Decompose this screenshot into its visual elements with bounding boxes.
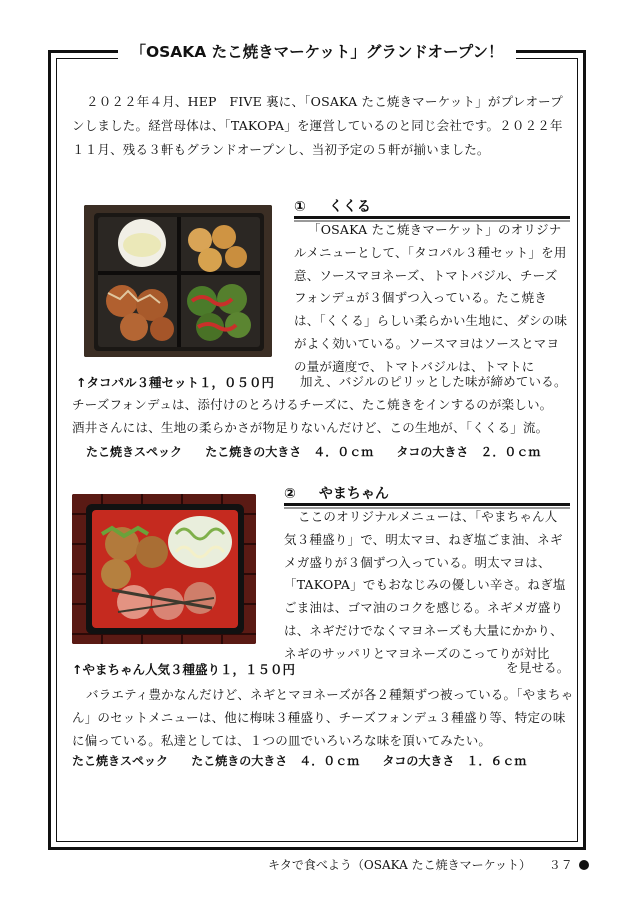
section-title: やまちゃん (318, 486, 389, 502)
takopal-set-image (84, 205, 272, 357)
section-title: くくる (328, 199, 371, 215)
yamachan-description: ここのオリジナルメニューは、「やまちゃん人気３種盛り」で、明太マヨ、ねぎ塩ごま油、ネギメガ盛りが３個ずつ入っている。明太マヨは、「TAKOPA」でもおなじみの優しい辛さ。ねぎ塩ごま油は、ゴマ油のコクを感じる。ネギメガ盛りは、ネギだけでなくマヨネーズも大量にかかり、ネギのサッパリとマヨネーズのこってりが対比 (284, 509, 566, 661)
yamachan-set-caption: ↑やまちゃん人気３種盛り１，１５０円 (72, 662, 295, 677)
spec-label: たこ焼きスペック (86, 445, 183, 459)
page-footer (268, 856, 589, 873)
spec-takoyaki-size: たこ焼きの大きさ ４．０ｃｍ (205, 445, 374, 459)
spec-tako-size: タコの大きさ ２．０ｃｍ (396, 445, 541, 459)
kukuru-description: 「OSAKA たこ焼きマーケット」のオリジナルメニューとして、「タコパル３種セット」を用意、ソースマヨネーズ、トマトバジル、チーズフォンデュが３個ずつ入っている。たこ焼きは、「くくる」らしい柔らかい生地に、ダシの味がよく効いている。ソースマヨはソースとマヨの量が適度で、トマトバジルは、トマトに (294, 222, 568, 374)
kukuru-text-line: 酒井さんには、生地の柔らかさが物足りないんだけど、この生地が、「くくる」流。 (72, 420, 549, 435)
yamachan-set-image (72, 494, 256, 644)
kukuru-spec (86, 443, 558, 460)
spec-label: たこ焼きスペック (72, 754, 169, 768)
yamachan-set-photo (72, 494, 256, 644)
yamachan-spec (72, 752, 544, 769)
page-title: 「OSAKA たこ焼きマーケット」グランドオープン！ (118, 40, 516, 64)
yamachan-text-paragraph: バラエティ豊かなんだけど、ネギとマヨネーズが各２種類ずつ被っている。「やまちゃん」のセットメニューは、他に梅味３種盛り、チーズフォンデュ３種盛り等、特定の味に偏っている。私達としては、１つの皿でいろいろな味を頂いてみたい。 (72, 687, 574, 748)
takopal-set-photo (84, 205, 272, 357)
section-heading-kukuru (294, 197, 570, 219)
spec-tako-size: タコの大きさ １．６ｃｍ (382, 754, 527, 768)
yamachan-text-continued: を見せる。 (506, 660, 570, 675)
section-number: ① (294, 199, 306, 215)
bullet-dot-icon (579, 860, 589, 870)
section-heading-yamachan (284, 484, 570, 506)
kukuru-text-line: チーズフォンデュは、添付けのとろけるチーズに、たこ焼きをインするのが楽しい。 (72, 397, 553, 412)
page-number: ３７ (548, 858, 573, 872)
kukuru-text-continued: 加え、バジルのピリッとした味が締めている。 (300, 374, 567, 389)
takopal-set-caption: ↑タコパル３種セット１，０５０円 (76, 375, 274, 390)
intro-paragraph: ２０２２年４月、HEP FIVE 裏に、「OSAKA たこ焼きマーケット」がプレオープンしました。経営母体は、「TAKOPA」を運営しているのと同じ会社です。２０２２年１１月、残る３軒もグランドオープンし、当初予定の５軒が揃いました。 (72, 94, 563, 157)
footer-text: キタで食べよう（OSAKA たこ焼きマーケット） (268, 858, 531, 872)
spec-takoyaki-size: たこ焼きの大きさ ４．０ｃｍ (191, 754, 360, 768)
section-number: ② (284, 486, 296, 502)
